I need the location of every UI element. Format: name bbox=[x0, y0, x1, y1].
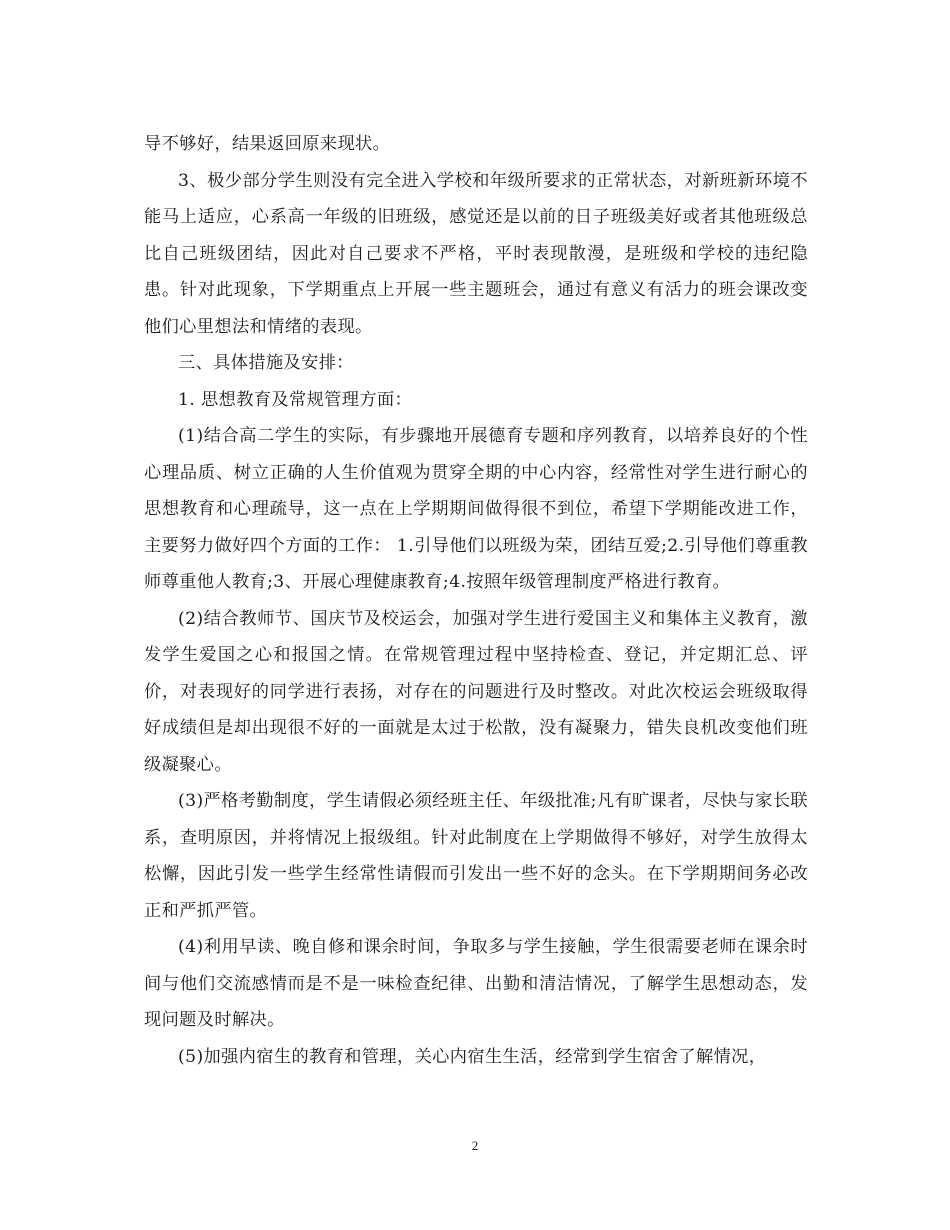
paragraph-item-1: (1)结合高二学生的实际，有步骤地开展德育专题和序列教育，以培养良好的个性心理品质、树立正确的人生价值观为贯穿全期的中心内容，经常性对学生进行耐心的思想教育和心理疏导，这一点在上学期期间做得很不到位，希望下学期能改进工作，主要努力做好四个方面的工作： 1.引导他们以班级为荣，团结互爱;2.引导他们尊重教师尊重他人教育;3、开展心理健康教育;4.按照年级管理制度严格进行教育。 bbox=[144, 426, 808, 592]
paragraph-continuation: 导不够好，结果返回原来现状。 bbox=[144, 134, 391, 154]
section-heading-measures: 三、具体措施及安排： bbox=[178, 353, 354, 373]
document-body bbox=[144, 126, 808, 1075]
paragraph-item-3: (3)严格考勤制度，学生请假必须经班主任、年级批准;凡有旷课者，尽快与家长联系，查明原因，并将情况上报级组。针对此制度在上学期做得不够好，对学生放得太松懈，因此引发一些学生经常性请假而引发出一些不好的念头。在下学期期间务必改正和严抓严管。 bbox=[144, 791, 808, 921]
paragraph-item-5: (5)加强内宿生的教育和管理，关心内宿生生活，经常到学生宿舍了解情况， bbox=[178, 1046, 767, 1067]
page-number: 2 bbox=[471, 1138, 479, 1153]
paragraph-item-4: (4)利用早读、晚自修和课余时间，争取多与学生接触，学生很需要老师在课余时间与他们交流感情而是不是一味检查纪律、出勤和清洁情况，了解学生思想动态，发现问题及时解决。 bbox=[144, 937, 808, 1030]
paragraph-item-2: (2)结合教师节、国庆节及校运会，加强对学生进行爱国主义和集体主义教育，激发学生爱国之心和报国之情。在常规管理过程中坚持检查、登记，并定期汇总、评价，对表现好的同学进行表扬，对存在的问题进行及时整改。对此次校运会班级取得好成绩但是却出现很不好的一面就是太过于松散，没有凝聚力，错失良机改变他们班级凝聚心。 bbox=[144, 608, 808, 775]
subsection-heading-ideology: 1. 思想教育及常规管理方面： bbox=[178, 389, 413, 410]
paragraph-point-3: 3、极少部分学生则没有完全进入学校和年级所要求的正常状态，对新班新环境不能马上适应，心系高一年级的旧班级，感觉还是以前的日子班级美好或者其他班级总比自己班级团结，因此对自己要求不严格，平时表现散漫，是班级和学校的违纪隐患。针对此现象，下学期重点上开展一些主题班会，通过有意义有活力的班会课改变他们心里想法和情绪的表现。 bbox=[144, 170, 808, 337]
